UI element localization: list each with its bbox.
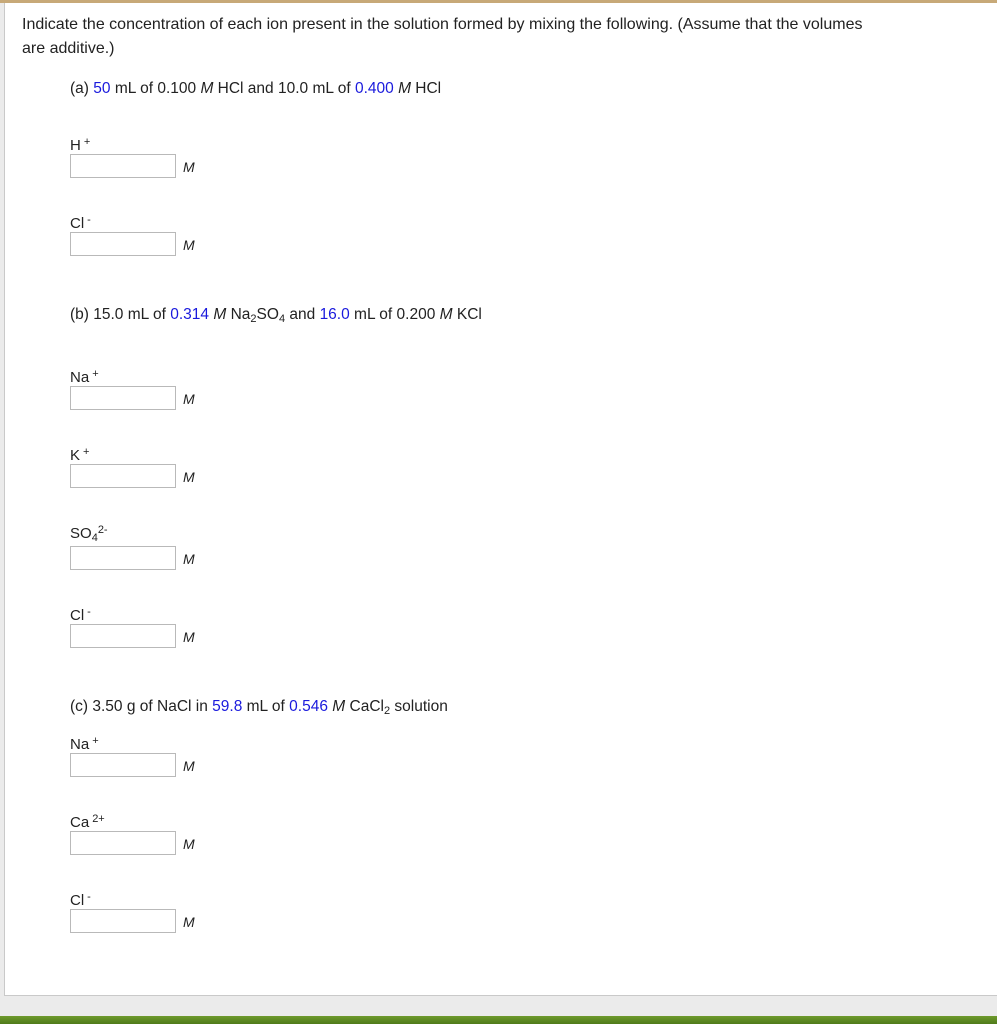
- answer-input-b-na-plus[interactable]: [70, 386, 176, 410]
- unit-molar: M: [183, 469, 195, 485]
- ion-label-k-plus: K +: [70, 446, 90, 464]
- answer-input-a-cl-minus[interactable]: [70, 232, 176, 256]
- part-b-label: (b) 15.0 mL of 0.314 M $Na_2SO_4$ and 16.0 mL of 0.200 M KCl: [70, 306, 482, 325]
- unit-molar: M: [183, 237, 195, 253]
- ion-label-na-plus: Na +: [70, 735, 99, 753]
- part-a-label: (a) 50 mL of 0.100 M HCl and 10.0 mL of 0.400 M HCl: [70, 80, 442, 97]
- ion-label-cl-minus: Cl -: [70, 214, 91, 232]
- answer-input-a-h-plus[interactable]: [70, 154, 176, 178]
- unit-molar: M: [183, 629, 195, 645]
- ion-label-h-plus: H +: [70, 136, 91, 154]
- answer-input-b-so4-2minus[interactable]: [70, 546, 176, 570]
- answer-input-c-cl-minus[interactable]: [70, 909, 176, 933]
- question-line-1: Indicate the concentration of each ion present in the solution formed by mixing the following. (Assume that the volumes: [22, 16, 863, 33]
- ion-label-ca-2plus: Ca $^{2+}$: [70, 813, 105, 831]
- ion-label-cl-minus: Cl -: [70, 606, 91, 624]
- unit-molar: M: [183, 836, 195, 852]
- unit-molar: M: [183, 391, 195, 407]
- answer-input-b-cl-minus[interactable]: [70, 624, 176, 648]
- ion-label-so4-2minus: $SO_4^{2-}$: [70, 524, 108, 544]
- ion-label-na-plus: Na +: [70, 368, 99, 386]
- question-line-2: are additive.): [22, 40, 115, 57]
- answer-input-c-na-plus[interactable]: [70, 753, 176, 777]
- unit-molar: M: [183, 551, 195, 567]
- ion-label-cl-minus: Cl -: [70, 891, 91, 909]
- unit-molar: M: [183, 159, 195, 175]
- bottom-accent-bar: [0, 1016, 997, 1024]
- answer-input-c-ca-2plus[interactable]: [70, 831, 176, 855]
- unit-molar: M: [183, 914, 195, 930]
- answer-input-b-k-plus[interactable]: [70, 464, 176, 488]
- part-c-label: (c) 3.50 g of NaCl in 59.8 mL of 0.546 M CaCl$_2$ solution: [70, 698, 448, 717]
- unit-molar: M: [183, 758, 195, 774]
- question-text: [22, 13, 987, 61]
